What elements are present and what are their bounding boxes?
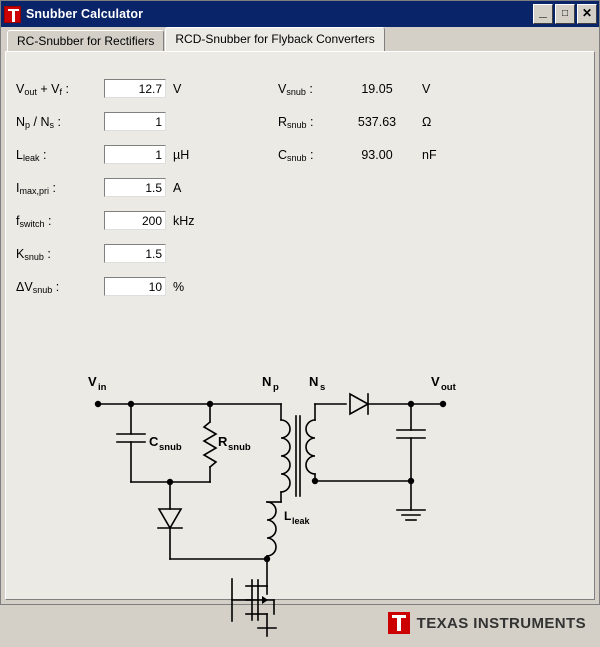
ti-brand-texas: TEXAS bbox=[416, 614, 469, 632]
field-row-fswitch bbox=[16, 204, 256, 237]
input-imax-pri[interactable] bbox=[104, 178, 166, 197]
unit-vout-vf: V bbox=[173, 81, 182, 96]
label-fswitch: $f_{switch}$ : bbox=[16, 213, 52, 229]
maximize-button[interactable] bbox=[555, 4, 575, 24]
value-rsnub: 537.63 bbox=[357, 114, 397, 129]
ti-logo-icon-large bbox=[388, 612, 410, 634]
ti-brand-footer bbox=[388, 612, 586, 634]
field-row-dvsnub bbox=[16, 270, 256, 303]
unit-vsnub-result: V bbox=[422, 81, 431, 96]
unit-imax-pri: A bbox=[173, 180, 182, 195]
svg-text:s: s bbox=[320, 382, 326, 393]
window-controls bbox=[533, 4, 597, 24]
svg-text:N: N bbox=[262, 374, 272, 389]
schematic-diagram bbox=[6, 324, 596, 642]
tab-rcd-snubber-flyback[interactable]: RCD-Snubber for Flyback Converters bbox=[165, 27, 384, 51]
unit-fswitch: kHz bbox=[173, 213, 195, 228]
unit-dvsnub: % bbox=[173, 279, 185, 294]
result-row-csnub bbox=[278, 138, 508, 171]
svg-text:N: N bbox=[309, 374, 319, 389]
svg-text:p: p bbox=[273, 382, 279, 393]
maximize-icon: □ bbox=[561, 8, 569, 19]
svg-text:snub: snub bbox=[228, 442, 251, 453]
label-vout-vf: $V_{out} + V_f$ : bbox=[16, 81, 69, 97]
input-dvsnub[interactable] bbox=[104, 277, 166, 296]
svg-text:V: V bbox=[88, 374, 97, 389]
unit-csnub-result: nF bbox=[422, 147, 437, 162]
svg-text:L: L bbox=[284, 509, 292, 523]
label-ksnub: $K_{snub}$ : bbox=[16, 246, 51, 262]
input-fswitch[interactable] bbox=[104, 211, 166, 230]
svg-text:V: V bbox=[431, 374, 440, 389]
tab-rc-snubber-rectifiers[interactable]: RC-Snubber for Rectifiers bbox=[7, 30, 164, 51]
close-icon: ✕ bbox=[581, 6, 593, 20]
input-group bbox=[16, 72, 256, 303]
close-button[interactable] bbox=[577, 4, 597, 24]
svg-text:C: C bbox=[149, 434, 159, 449]
value-csnub: 93.00 bbox=[361, 147, 393, 162]
svg-text:snub: snub bbox=[159, 442, 182, 453]
value-vsnub: 19.05 bbox=[361, 81, 393, 96]
label-csnub: $C_{snub}$ : bbox=[278, 147, 314, 163]
result-row-rsnub bbox=[278, 105, 508, 138]
title-bar bbox=[1, 1, 599, 27]
minimize-icon: _ bbox=[539, 3, 547, 19]
input-ksnub[interactable] bbox=[104, 244, 166, 263]
ti-brand-instruments: INSTRUMENTS bbox=[473, 614, 586, 632]
field-row-lleak bbox=[16, 138, 256, 171]
unit-lleak: µH bbox=[173, 147, 190, 162]
input-vout-vf[interactable] bbox=[104, 79, 166, 98]
label-dvsnub: $\Delta V_{snub}$ : bbox=[16, 279, 60, 295]
window-title: Snubber Calculator bbox=[26, 7, 144, 21]
result-row-vsnub bbox=[278, 72, 508, 105]
svg-text:leak: leak bbox=[292, 516, 310, 526]
minimize-button[interactable] bbox=[533, 4, 553, 24]
label-imax-pri: $I_{max,pri}$ : bbox=[16, 180, 56, 196]
flyback-schematic-svg bbox=[6, 324, 596, 642]
unit-rsnub-result: Ω bbox=[422, 114, 432, 129]
field-row-np-ns bbox=[16, 105, 256, 138]
field-row-imax-pri bbox=[16, 171, 256, 204]
tab-strip bbox=[1, 27, 599, 51]
svg-text:R: R bbox=[218, 434, 228, 449]
field-row-ksnub bbox=[16, 237, 256, 270]
label-lleak: $L_{leak}$ : bbox=[16, 147, 47, 163]
field-row-vout-vf bbox=[16, 72, 256, 105]
label-vsnub: $V_{snub}$ : bbox=[278, 81, 313, 97]
ti-logo-icon bbox=[4, 6, 21, 23]
label-np-ns: $N_p / N_s$ : bbox=[16, 114, 61, 130]
svg-text:in: in bbox=[98, 382, 107, 393]
input-lleak[interactable] bbox=[104, 145, 166, 164]
tab-panel bbox=[5, 51, 595, 632]
ti-brand-text bbox=[417, 615, 586, 632]
output-group bbox=[278, 72, 508, 171]
label-rsnub: $R_{snub}$ : bbox=[278, 114, 314, 130]
input-np-ns[interactable] bbox=[104, 112, 166, 131]
svg-text:out: out bbox=[441, 382, 456, 393]
